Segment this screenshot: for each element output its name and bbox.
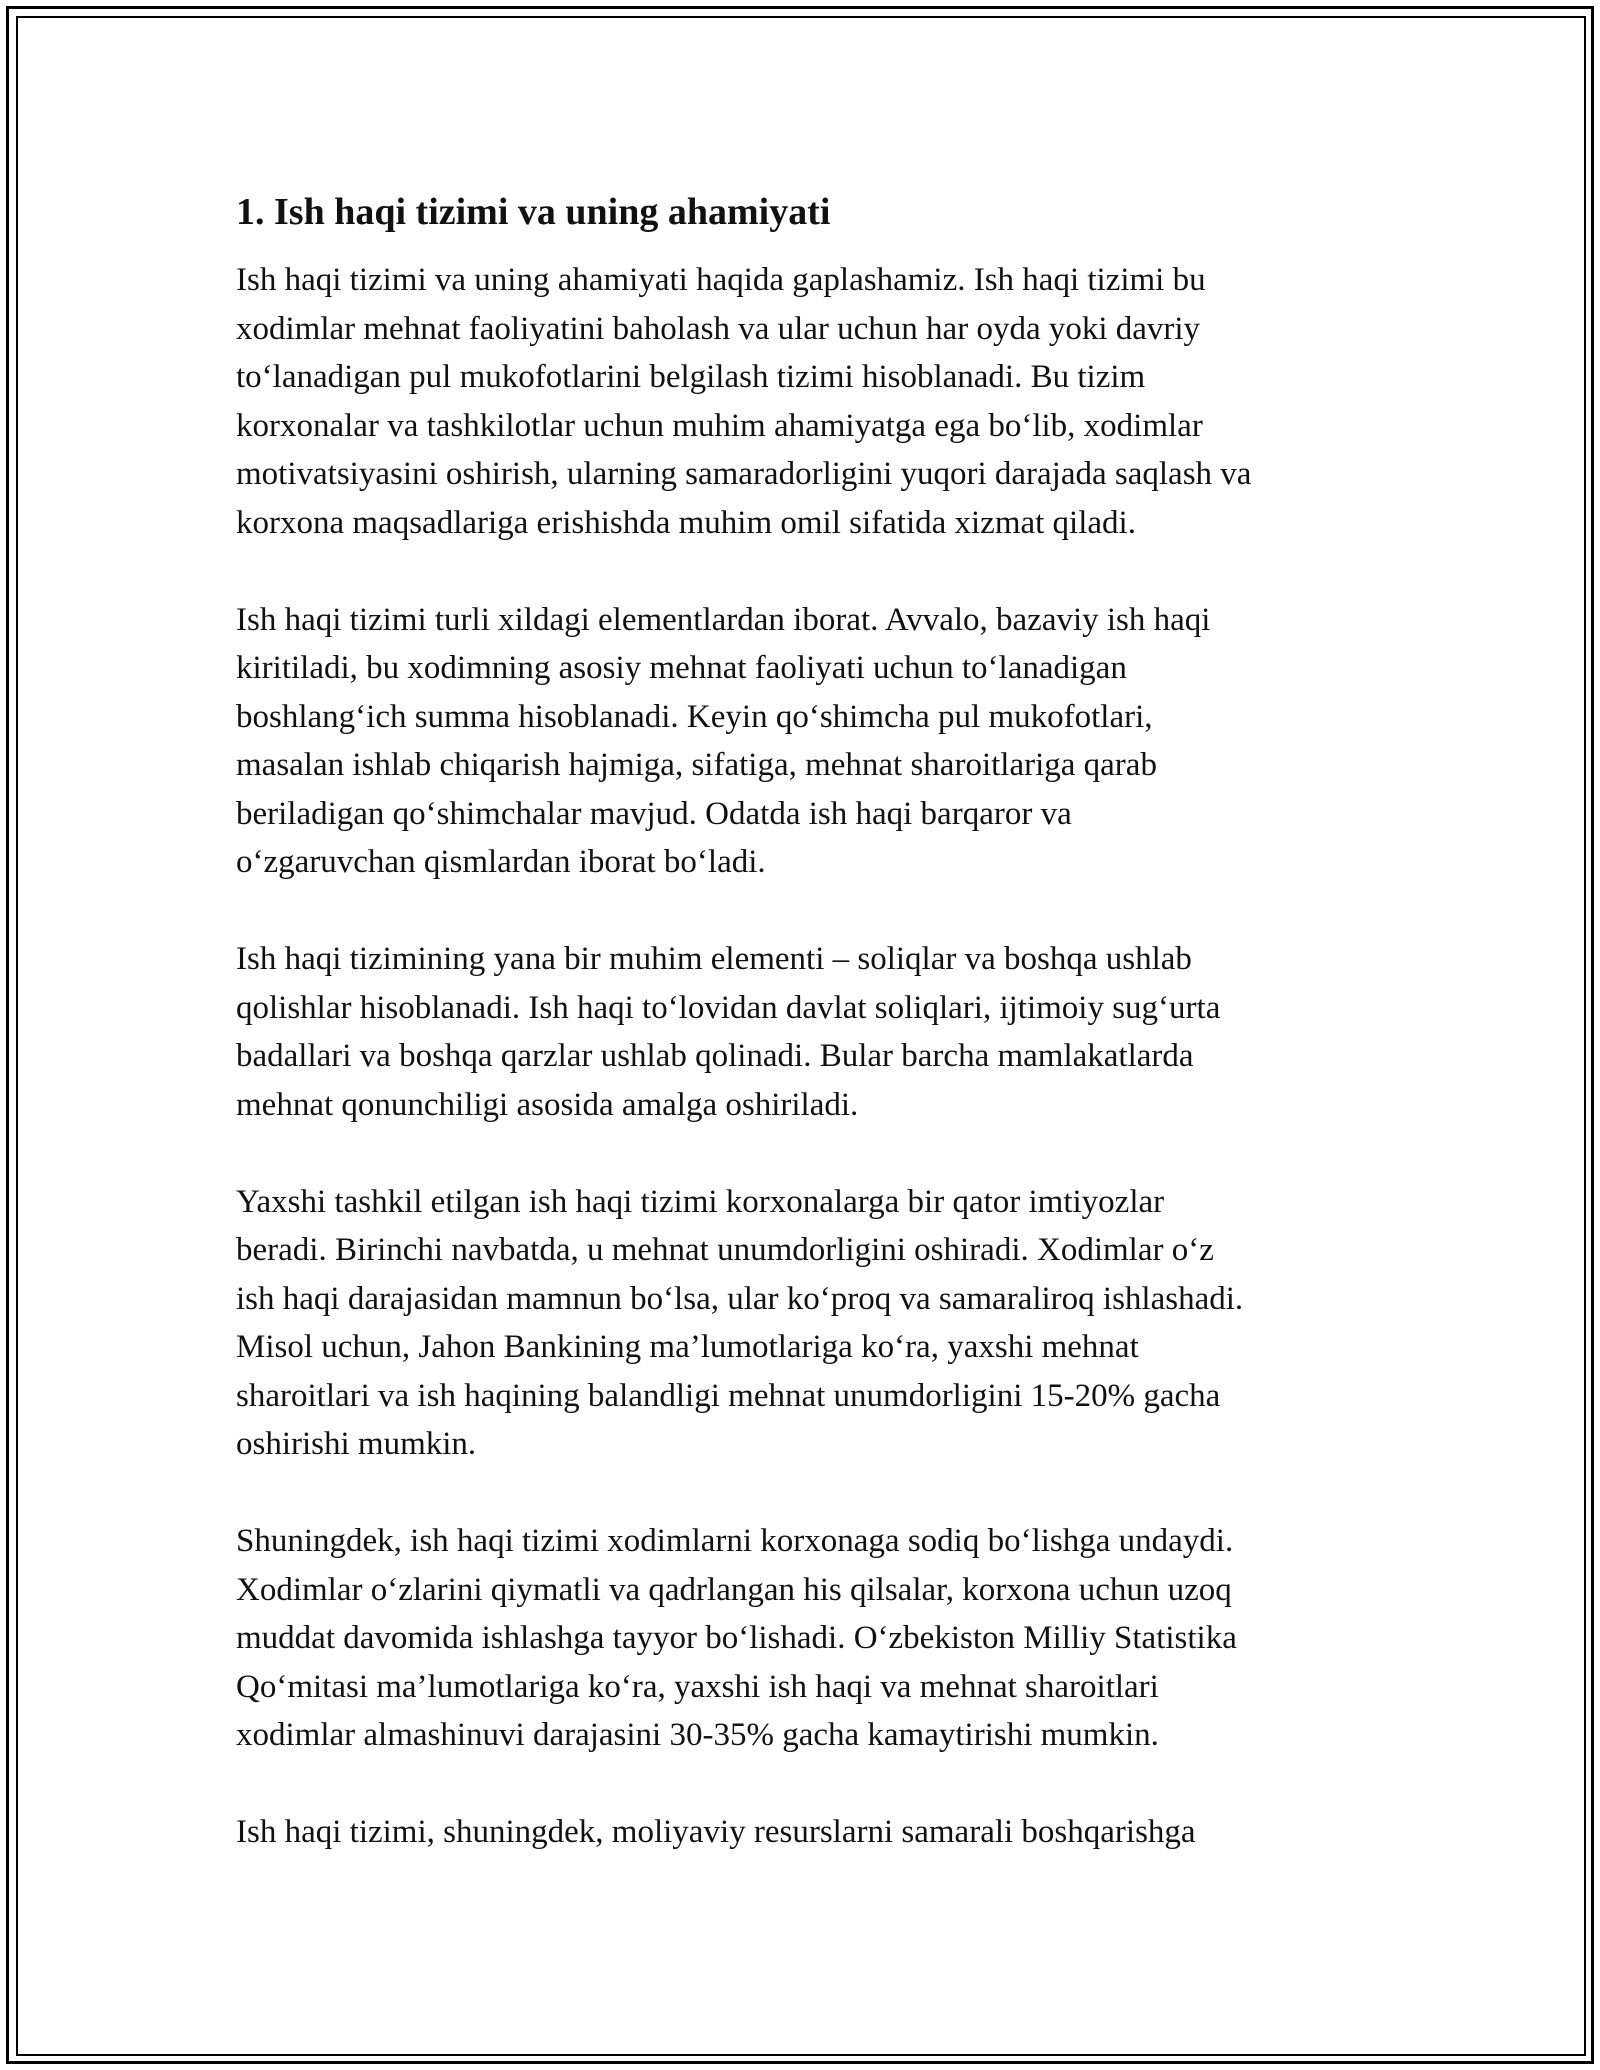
text-line: muddat davomida ishlashga tayyor bo‘lishadi. O‘zbekiston Milliy Statistika <box>236 1620 1237 1656</box>
paragraph-1 <box>236 256 1376 547</box>
text-line: korxonalar va tashkilotlar uchun muhim ahamiyatga ega bo‘lib, xodimlar <box>236 407 1203 444</box>
text-line: qolishlar hisoblanadi. Ish haqi to‘lovidan davlat soliqlari, ijtimoiy sug‘urta <box>236 989 1221 1026</box>
text-line: xodimlar mehnat faoliyatini baholash va ular uchun har oyda yoki davriy <box>236 310 1201 347</box>
paragraph-5 <box>236 1517 1376 1760</box>
text-line: boshlang‘ich summa hisoblanadi. Keyin qo‘shimcha pul mukofotlari, <box>236 698 1153 735</box>
text-line: ish haqi darajasidan mamnun bo‘lsa, ular ko‘proq va samaraliroq ishlashadi. <box>236 1280 1244 1317</box>
text-line: o‘zgaruvchan qismlardan iborat bo‘ladi. <box>236 844 766 880</box>
text-line: Misol uchun, Jahon Bankining ma’lumotlariga ko‘ra, yaxshi mehnat <box>236 1329 1139 1365</box>
paragraph-4 <box>236 1178 1376 1469</box>
text-line: sharoitlari va ish haqining balandligi mehnat unumdorligini 15-20% gacha <box>236 1377 1221 1414</box>
section-heading: 1. Ish haqi tizimi va uning ahamiyati <box>236 191 831 233</box>
text-line: badallari va boshqa qarzlar ushlab qolinadi. Bular barcha mamlakatlarda <box>236 1038 1194 1074</box>
text-line: korxona maqsadlariga erishishda muhim omil sifatida xizmat qiladi. <box>236 504 1136 541</box>
text-line: Yaxshi tashkil etilgan ish haqi tizimi korxonalarga bir qator imtiyozlar <box>236 1183 1165 1220</box>
text-line: beradi. Birinchi navbatda, u mehnat unumdorligini oshiradi. Xodimlar o‘z <box>236 1232 1214 1268</box>
text-line: Xodimlar o‘zlarini qiymatli va qadrlangan his qilsalar, korxona uchun uzoq <box>236 1571 1232 1608</box>
text-line: to‘lanadigan pul mukofotlarini belgilash tizimi hisoblanadi. Bu tizim <box>236 359 1146 395</box>
text-line: Ish haqi tizimi turli xildagi elementlardan iborat. Avvalo, bazaviy ish haqi <box>236 601 1211 638</box>
paragraph-3 <box>236 935 1376 1129</box>
text-line: masalan ishlab chiqarish hajmiga, sifatiga, mehnat sharoitlariga qarab <box>236 747 1157 783</box>
text-line: xodimlar almashinuvi darajasini 30-35% gacha kamaytirishi mumkin. <box>236 1717 1159 1753</box>
text-line: oshirishi mumkin. <box>236 1426 477 1462</box>
text-line: Ish haqi tizimi, shuningdek, moliyaviy resurslarni samarali boshqarishga <box>236 1814 1196 1850</box>
text-line: Ish haqi tizimining yana bir muhim elementi – soliqlar va boshqa ushlab <box>236 941 1192 977</box>
text-line: Ish haqi tizimi va uning ahamiyati haqida gaplashamiz. Ish haqi tizimi bu <box>236 262 1206 298</box>
paragraph-6 <box>236 1808 1376 1857</box>
paragraph-2 <box>236 596 1376 887</box>
document-page <box>236 188 1376 1857</box>
text-line: motivatsiyasini oshirish, ularning samaradorligini yuqori darajada saqlash va <box>236 456 1252 492</box>
text-line: kiritiladi, bu xodimning asosiy mehnat faoliyati uchun to‘lanadigan <box>236 650 1127 686</box>
text-line: Qo‘mitasi ma’lumotlariga ko‘ra, yaxshi ish haqi va mehnat sharoitlari <box>236 1668 1159 1705</box>
text-line: Shuningdek, ish haqi tizimi xodimlarni korxonaga sodiq bo‘lishga undaydi. <box>236 1523 1234 1559</box>
text-line: mehnat qonunchiligi asosida amalga oshiriladi. <box>236 1086 859 1123</box>
text-line: beriladigan qo‘shimchalar mavjud. Odatda ish haqi barqaror va <box>236 795 1072 832</box>
